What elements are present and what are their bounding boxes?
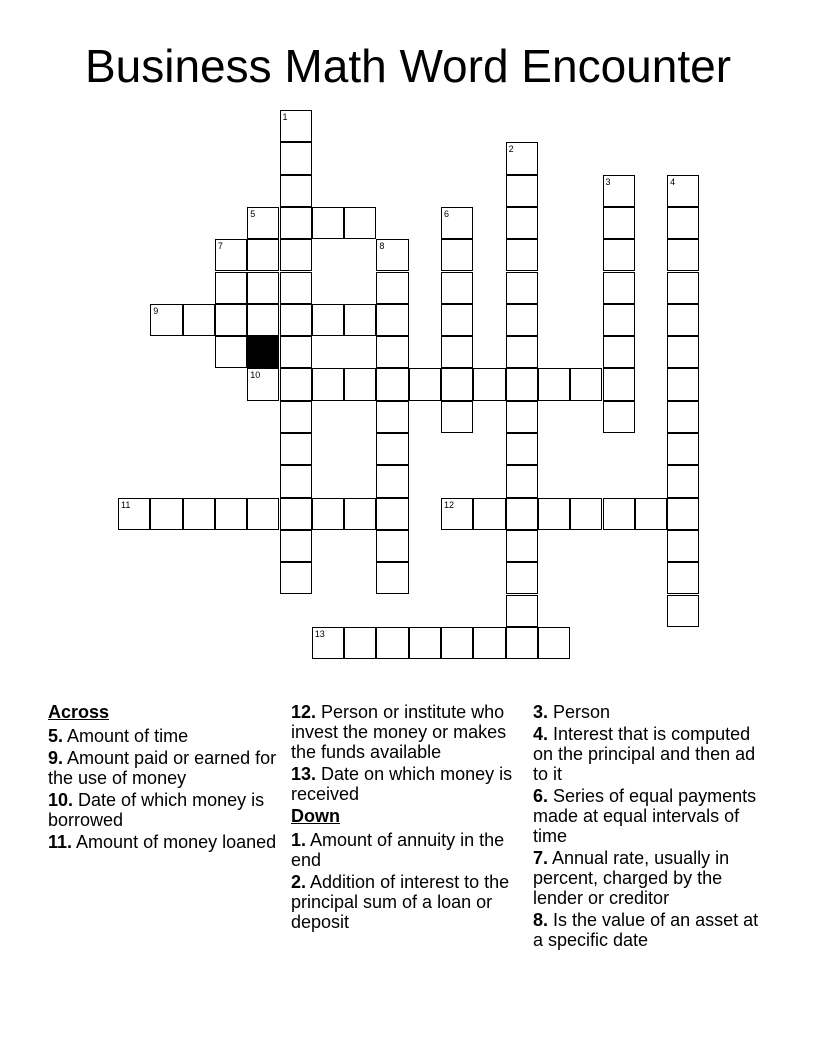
clue-item-number: 13. [291,764,317,784]
grid-cell[interactable] [215,239,247,271]
grid-cell[interactable] [280,368,312,400]
grid-cell[interactable] [667,304,699,336]
clue-item [291,702,529,762]
clue-item-text: Date of which money is borrowed [48,790,265,830]
grid-cell[interactable] [215,336,247,368]
clue-item-text: Person [548,702,611,722]
grid-cell[interactable] [570,498,602,530]
grid-cell[interactable] [376,627,408,659]
grid-cell[interactable] [506,433,538,465]
grid-cell[interactable] [441,304,473,336]
grid-cell[interactable] [409,368,441,400]
grid-cell[interactable] [376,304,408,336]
clue-column-2 [291,702,529,934]
clue-item-number: 10. [48,790,74,810]
grid-cell[interactable] [215,272,247,304]
across-clue-list-cont [291,702,529,804]
clue-item-text: Amount of money loaned [72,832,277,852]
clue-number: 2 [508,144,514,155]
grid-cell[interactable] [473,627,505,659]
clue-item-text: Addition of interest to the principal sum of a loan or deposit [291,872,510,932]
clue-item-number: 2. [291,872,307,892]
grid-cell[interactable] [376,498,408,530]
grid-cell[interactable] [538,498,570,530]
clue-item-number: 5. [48,726,64,746]
grid-cell[interactable] [667,272,699,304]
grid-cell[interactable] [280,465,312,497]
grid-cell[interactable] [441,336,473,368]
grid-cell[interactable] [473,368,505,400]
grid-cell[interactable] [441,272,473,304]
grid-cell[interactable] [506,530,538,562]
grid-cell[interactable] [150,304,182,336]
clue-number: 8 [379,241,385,252]
grid-cell[interactable] [247,207,279,239]
across-clue-list [48,726,286,852]
grid-cell[interactable] [376,562,408,594]
grid-cell[interactable] [506,368,538,400]
grid-cell[interactable] [344,368,376,400]
clue-number: 13 [314,628,325,639]
clue-number: 11 [121,499,131,510]
grid-cell[interactable] [506,627,538,659]
grid-cell[interactable] [376,530,408,562]
clue-item-number: 7. [533,848,549,868]
down-clue-list-cont [533,702,771,950]
clue-item-number: 4. [533,724,549,744]
grid-cell[interactable] [280,239,312,271]
grid-cell[interactable] [667,239,699,271]
clue-item [48,748,286,788]
grid-cell[interactable] [280,207,312,239]
grid-cell[interactable] [667,530,699,562]
clue-item-number: 8. [533,910,549,930]
grid-cell[interactable] [312,304,344,336]
clue-item [533,724,771,784]
clue-item-number: 9. [48,748,64,768]
grid-cell[interactable] [247,272,279,304]
grid-cell[interactable] [667,562,699,594]
clue-number: 9 [153,305,159,316]
grid-cell[interactable] [603,239,635,271]
grid-cell[interactable] [667,465,699,497]
grid-cell[interactable] [280,562,312,594]
grid-cell[interactable] [441,239,473,271]
clue-item-text: Date on which money is received [291,764,513,804]
grid-cell[interactable] [344,627,376,659]
grid-cell[interactable] [603,175,635,207]
clue-item-text: Is the value of an asset at a specific date [533,910,759,950]
clue-number: 4 [670,176,676,187]
grid-cell[interactable] [667,175,699,207]
grid-cell[interactable] [506,239,538,271]
grid-cell[interactable] [603,368,635,400]
grid-cell[interactable] [247,498,279,530]
clue-number: 3 [605,176,611,187]
grid-cell[interactable] [344,304,376,336]
grid-cell[interactable] [280,142,312,174]
black-cell [247,336,279,368]
down-clue-list [291,830,529,932]
grid-cell[interactable] [538,627,570,659]
clue-item-text: Interest that is computed on the principal and then ad to it [533,724,756,784]
grid-cell[interactable] [506,465,538,497]
clue-item-text: Amount of time [63,726,189,746]
clue-item-text: Amount paid or earned for the use of money [48,748,277,788]
puzzle-title: Business Math Word Encounter [84,40,732,92]
clue-item-number: 12. [291,702,317,722]
grid-cell[interactable] [603,272,635,304]
grid-cell[interactable] [312,368,344,400]
clue-item-text: Annual rate, usually in percent, charged by the lender or creditor [533,848,730,908]
clue-item [533,786,771,846]
grid-cell[interactable] [376,272,408,304]
grid-cell[interactable] [376,368,408,400]
down-heading: Down [291,806,340,826]
grid-cell[interactable] [667,401,699,433]
grid-cell[interactable] [603,207,635,239]
grid-cell[interactable] [215,498,247,530]
grid-cell[interactable] [441,368,473,400]
clue-number: 1 [282,112,288,122]
grid-cell[interactable] [506,175,538,207]
clue-number: 7 [217,241,223,252]
clue-item-number: 6. [533,786,549,806]
clue-item [533,848,771,908]
clue-item-text: Series of equal payments made at equal intervals of time [533,786,757,846]
grid-cell[interactable] [603,401,635,433]
grid-cell[interactable] [603,304,635,336]
grid-cell[interactable] [280,433,312,465]
grid-cell[interactable] [280,530,312,562]
grid-cell[interactable] [635,498,667,530]
grid-cell[interactable] [667,368,699,400]
grid-cell[interactable] [376,239,408,271]
grid-cell[interactable] [441,627,473,659]
grid-cell[interactable] [441,207,473,239]
grid-cell[interactable] [506,595,538,627]
grid-cell[interactable] [667,498,699,530]
grid-cell[interactable] [506,498,538,530]
grid-cell[interactable] [247,304,279,336]
grid-cell[interactable] [506,304,538,336]
grid-cell[interactable] [280,304,312,336]
clue-item-number: 1. [291,830,307,850]
grid-cell[interactable] [280,110,312,142]
clue-column-3 [533,702,771,952]
grid-cell[interactable] [312,627,344,659]
grid-cell[interactable] [344,498,376,530]
grid-cell[interactable] [247,239,279,271]
grid-cell[interactable] [280,336,312,368]
grid-cell[interactable] [247,368,279,400]
grid-cell[interactable] [312,207,344,239]
grid-cell[interactable] [280,272,312,304]
grid-cell[interactable] [150,498,182,530]
grid-cell[interactable] [570,368,602,400]
grid-cell[interactable] [376,433,408,465]
grid-cell[interactable] [280,498,312,530]
grid-cell[interactable] [183,304,215,336]
clue-item [291,872,529,932]
grid-cell[interactable] [667,207,699,239]
clue-item-text: Amount of annuity in the end [291,830,505,870]
across-heading: Across [48,702,110,722]
clue-number: 12 [444,499,455,510]
grid-cell[interactable] [280,175,312,207]
clue-item-number: 11. [48,832,73,852]
grid-cell[interactable] [667,336,699,368]
clue-item [291,830,529,870]
clue-item [533,910,771,950]
clue-number: 5 [250,208,256,219]
grid-cell[interactable] [538,368,570,400]
grid-cell[interactable] [506,336,538,368]
grid-cell[interactable] [506,401,538,433]
grid-cell[interactable] [118,498,150,530]
grid-cell[interactable] [506,207,538,239]
grid-cell[interactable] [506,562,538,594]
grid-cell[interactable] [312,498,344,530]
grid-cell[interactable] [376,465,408,497]
grid-cell[interactable] [376,336,408,368]
clue-column-1 [48,702,286,854]
grid-cell[interactable] [603,498,635,530]
clue-item [291,764,529,804]
grid-cell[interactable] [441,401,473,433]
clue-item [48,790,286,830]
clue-item-text: Person or institute who invest the money or makes the funds available [291,702,507,762]
grid-cell[interactable] [667,595,699,627]
clue-item-number: 3. [533,702,549,722]
grid-cell[interactable] [183,498,215,530]
grid-cell[interactable] [344,207,376,239]
clue-item [48,726,286,746]
grid-cell[interactable] [215,304,247,336]
clue-item [533,702,771,722]
grid-cell[interactable] [667,433,699,465]
grid-cell[interactable] [473,498,505,530]
grid-cell[interactable] [280,401,312,433]
grid-cell[interactable] [441,498,473,530]
grid-cell[interactable] [376,401,408,433]
clue-item [48,832,286,852]
clue-number: 10 [250,370,261,381]
grid-cell[interactable] [506,272,538,304]
grid-cell[interactable] [409,627,441,659]
grid-cell[interactable] [603,336,635,368]
grid-cell[interactable] [506,142,538,174]
clue-number: 6 [444,208,450,219]
